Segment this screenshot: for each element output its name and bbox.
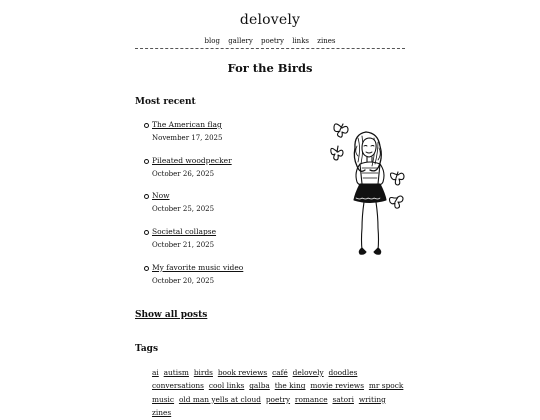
list-item — [144, 226, 243, 262]
tag-link[interactable]: the king — [274, 381, 306, 391]
tag-link[interactable]: zines — [152, 408, 172, 418]
post-link[interactable]: Now — [152, 191, 170, 201]
list-item — [144, 119, 243, 155]
nav-poetry[interactable]: poetry — [261, 37, 284, 45]
tag-link[interactable]: poetry — [265, 394, 291, 404]
girl-with-butterflies-drawing-icon — [326, 118, 408, 260]
tag-link[interactable]: movie reviews — [310, 381, 365, 391]
tag-link[interactable]: book reviews — [217, 368, 268, 377]
tag-link[interactable]: galba — [249, 381, 270, 391]
tag-link[interactable]: delovely — [292, 368, 324, 377]
tag-link[interactable]: doodles — [328, 368, 358, 377]
post-date: October 20, 2025 — [152, 276, 215, 285]
post-link[interactable]: The American flag — [152, 120, 222, 129]
tag-link[interactable]: conversations — [152, 381, 204, 391]
tag-link[interactable]: café — [272, 368, 288, 377]
post-date: October 21, 2025 — [152, 241, 215, 250]
tag-link[interactable]: cool links — [208, 381, 245, 391]
tag-cloud — [152, 366, 406, 420]
post-link[interactable]: Pileated woodpecker — [152, 155, 232, 165]
site-title[interactable]: delovely — [239, 12, 301, 28]
post-date: November 17, 2025 — [152, 134, 223, 142]
tag-link[interactable]: ai — [152, 368, 159, 377]
tag-link[interactable]: music — [152, 394, 175, 404]
butterfly-icon — [391, 172, 405, 185]
tag-link[interactable]: mr spock — [368, 381, 404, 391]
tag-link[interactable]: romance — [294, 394, 328, 404]
tag-link[interactable]: writing — [358, 394, 386, 404]
list-item — [144, 155, 243, 191]
tag-link[interactable]: old man yells at cloud — [178, 394, 261, 404]
list-item — [144, 190, 243, 226]
nav-gallery[interactable]: gallery — [228, 37, 253, 45]
recent-posts-list — [144, 119, 243, 297]
tag-link[interactable]: satori — [332, 394, 354, 404]
butterfly-icon — [390, 196, 404, 208]
page-title: For the Birds — [227, 61, 313, 75]
tags-heading: Tags — [135, 344, 159, 354]
main-nav — [135, 37, 405, 49]
post-link[interactable]: Societal collapse — [152, 227, 217, 237]
butterfly-icon — [334, 124, 348, 137]
post-link[interactable]: My favorite music video — [152, 262, 244, 272]
post-date: October 25, 2025 — [152, 205, 215, 214]
most-recent-heading: Most recent — [135, 97, 196, 107]
butterfly-icon — [331, 146, 343, 160]
nav-links[interactable]: links — [292, 37, 310, 45]
nav-blog[interactable]: blog — [204, 37, 220, 45]
tag-link[interactable]: autism — [163, 368, 189, 377]
post-date: October 26, 2025 — [152, 169, 215, 178]
tag-link[interactable]: birds — [193, 368, 213, 377]
list-item — [144, 262, 243, 298]
nav-zines[interactable]: zines — [317, 37, 336, 45]
show-all-posts-link[interactable]: Show all posts — [135, 310, 208, 320]
